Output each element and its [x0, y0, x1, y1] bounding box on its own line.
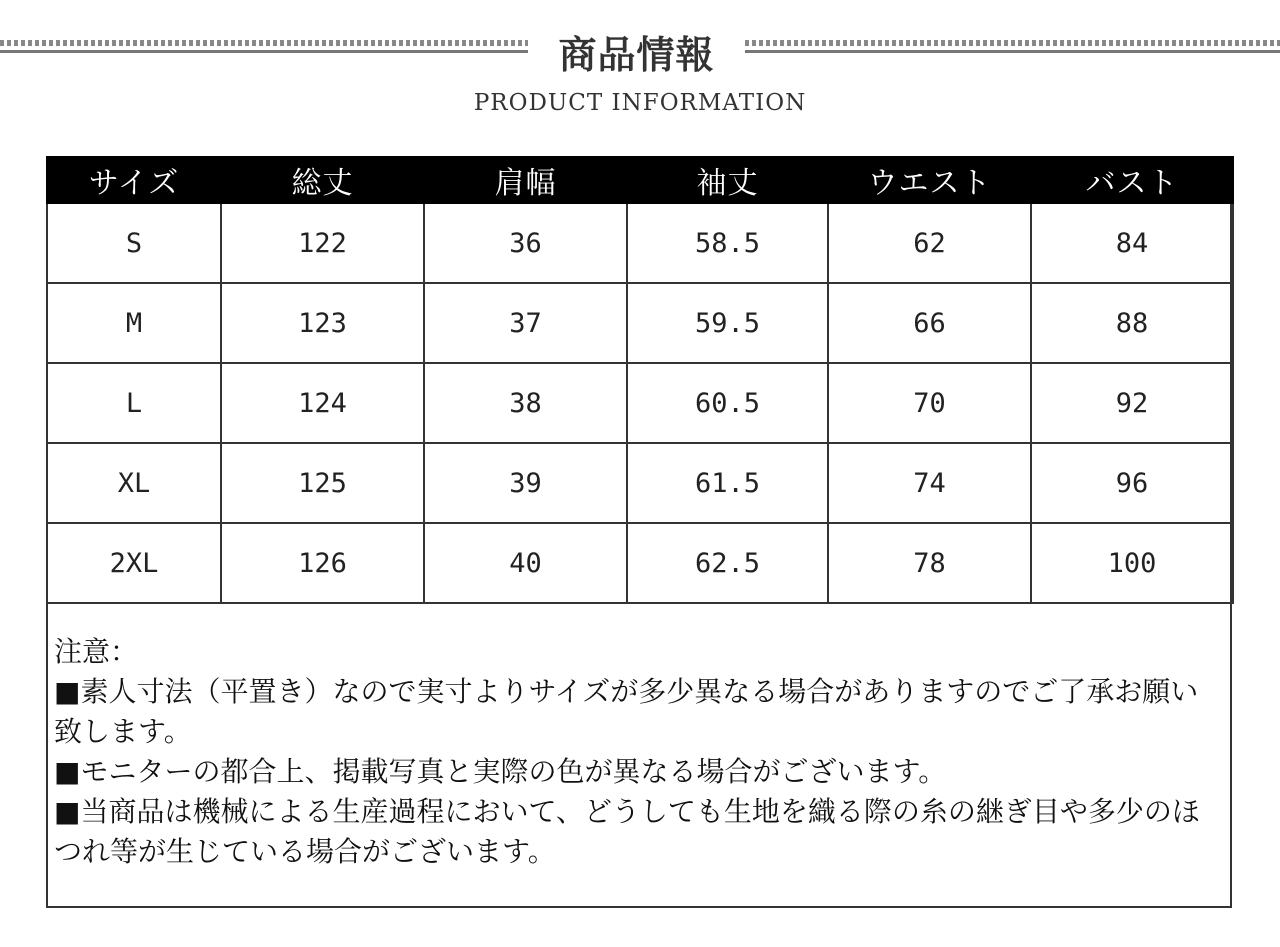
table-row	[47, 203, 1233, 283]
cell-bust: 96	[1031, 443, 1233, 523]
header-waist: ウエスト	[828, 157, 1031, 203]
table-row	[47, 523, 1233, 603]
cell-bust: 88	[1031, 283, 1233, 363]
cell-size: S	[47, 203, 221, 283]
cell-size: XL	[47, 443, 221, 523]
header-shoulder-width: 肩幅	[424, 157, 627, 203]
cell-waist: 62	[828, 203, 1031, 283]
cell-sleeve-length: 61.5	[627, 443, 828, 523]
cell-sleeve-length: 59.5	[627, 283, 828, 363]
page-subtitle: PRODUCT INFORMATION	[473, 90, 807, 116]
cell-total-length: 125	[221, 443, 424, 523]
title-row	[0, 22, 1280, 82]
cell-bust: 100	[1031, 523, 1233, 603]
cell-sleeve-length: 58.5	[627, 203, 828, 283]
cell-total-length: 124	[221, 363, 424, 443]
cell-sleeve-length: 62.5	[627, 523, 828, 603]
note-item: ■当商品は機械による生産過程において、どうしても生地を織る際の糸の継ぎ目や多少のほつれ等が生じている場合がございます。	[54, 795, 1200, 868]
cell-bust: 84	[1031, 203, 1233, 283]
cell-waist: 66	[828, 283, 1031, 363]
table-row	[47, 283, 1233, 363]
header-size: サイズ	[47, 157, 221, 203]
cell-sleeve-length: 60.5	[627, 363, 828, 443]
cell-bust: 92	[1031, 363, 1233, 443]
notes-section	[54, 632, 1224, 872]
cell-total-length: 122	[221, 203, 424, 283]
cell-shoulder-width: 38	[424, 363, 627, 443]
size-table	[46, 156, 1234, 604]
notes-heading: 注意：	[54, 635, 139, 668]
cell-waist: 78	[828, 523, 1031, 603]
cell-size: M	[47, 283, 221, 363]
cell-size: L	[47, 363, 221, 443]
header-total-length: 総丈	[221, 157, 424, 203]
header-sleeve-length: 袖丈	[627, 157, 828, 203]
table-row	[47, 443, 1233, 523]
cell-waist: 74	[828, 443, 1031, 523]
cell-waist: 70	[828, 363, 1031, 443]
title-divider-right	[745, 40, 1280, 56]
title-divider-left	[0, 40, 528, 56]
note-item: ■素人寸法（平置き）なので実寸よりサイズが多少異なる場合がありますのでご了承お願い致します。	[54, 675, 1199, 748]
cell-shoulder-width: 40	[424, 523, 627, 603]
cell-size: 2XL	[47, 523, 221, 603]
cell-total-length: 123	[221, 283, 424, 363]
cell-shoulder-width: 39	[424, 443, 627, 523]
table-row	[47, 363, 1233, 443]
size-table-header	[47, 157, 1233, 203]
cell-shoulder-width: 37	[424, 283, 627, 363]
page-title: 商品情報	[558, 33, 715, 77]
header-bust: バスト	[1031, 157, 1233, 203]
cell-total-length: 126	[221, 523, 424, 603]
cell-shoulder-width: 36	[424, 203, 627, 283]
note-item: ■モニターの都合上、掲載写真と実際の色が異なる場合がございます。	[54, 755, 947, 788]
